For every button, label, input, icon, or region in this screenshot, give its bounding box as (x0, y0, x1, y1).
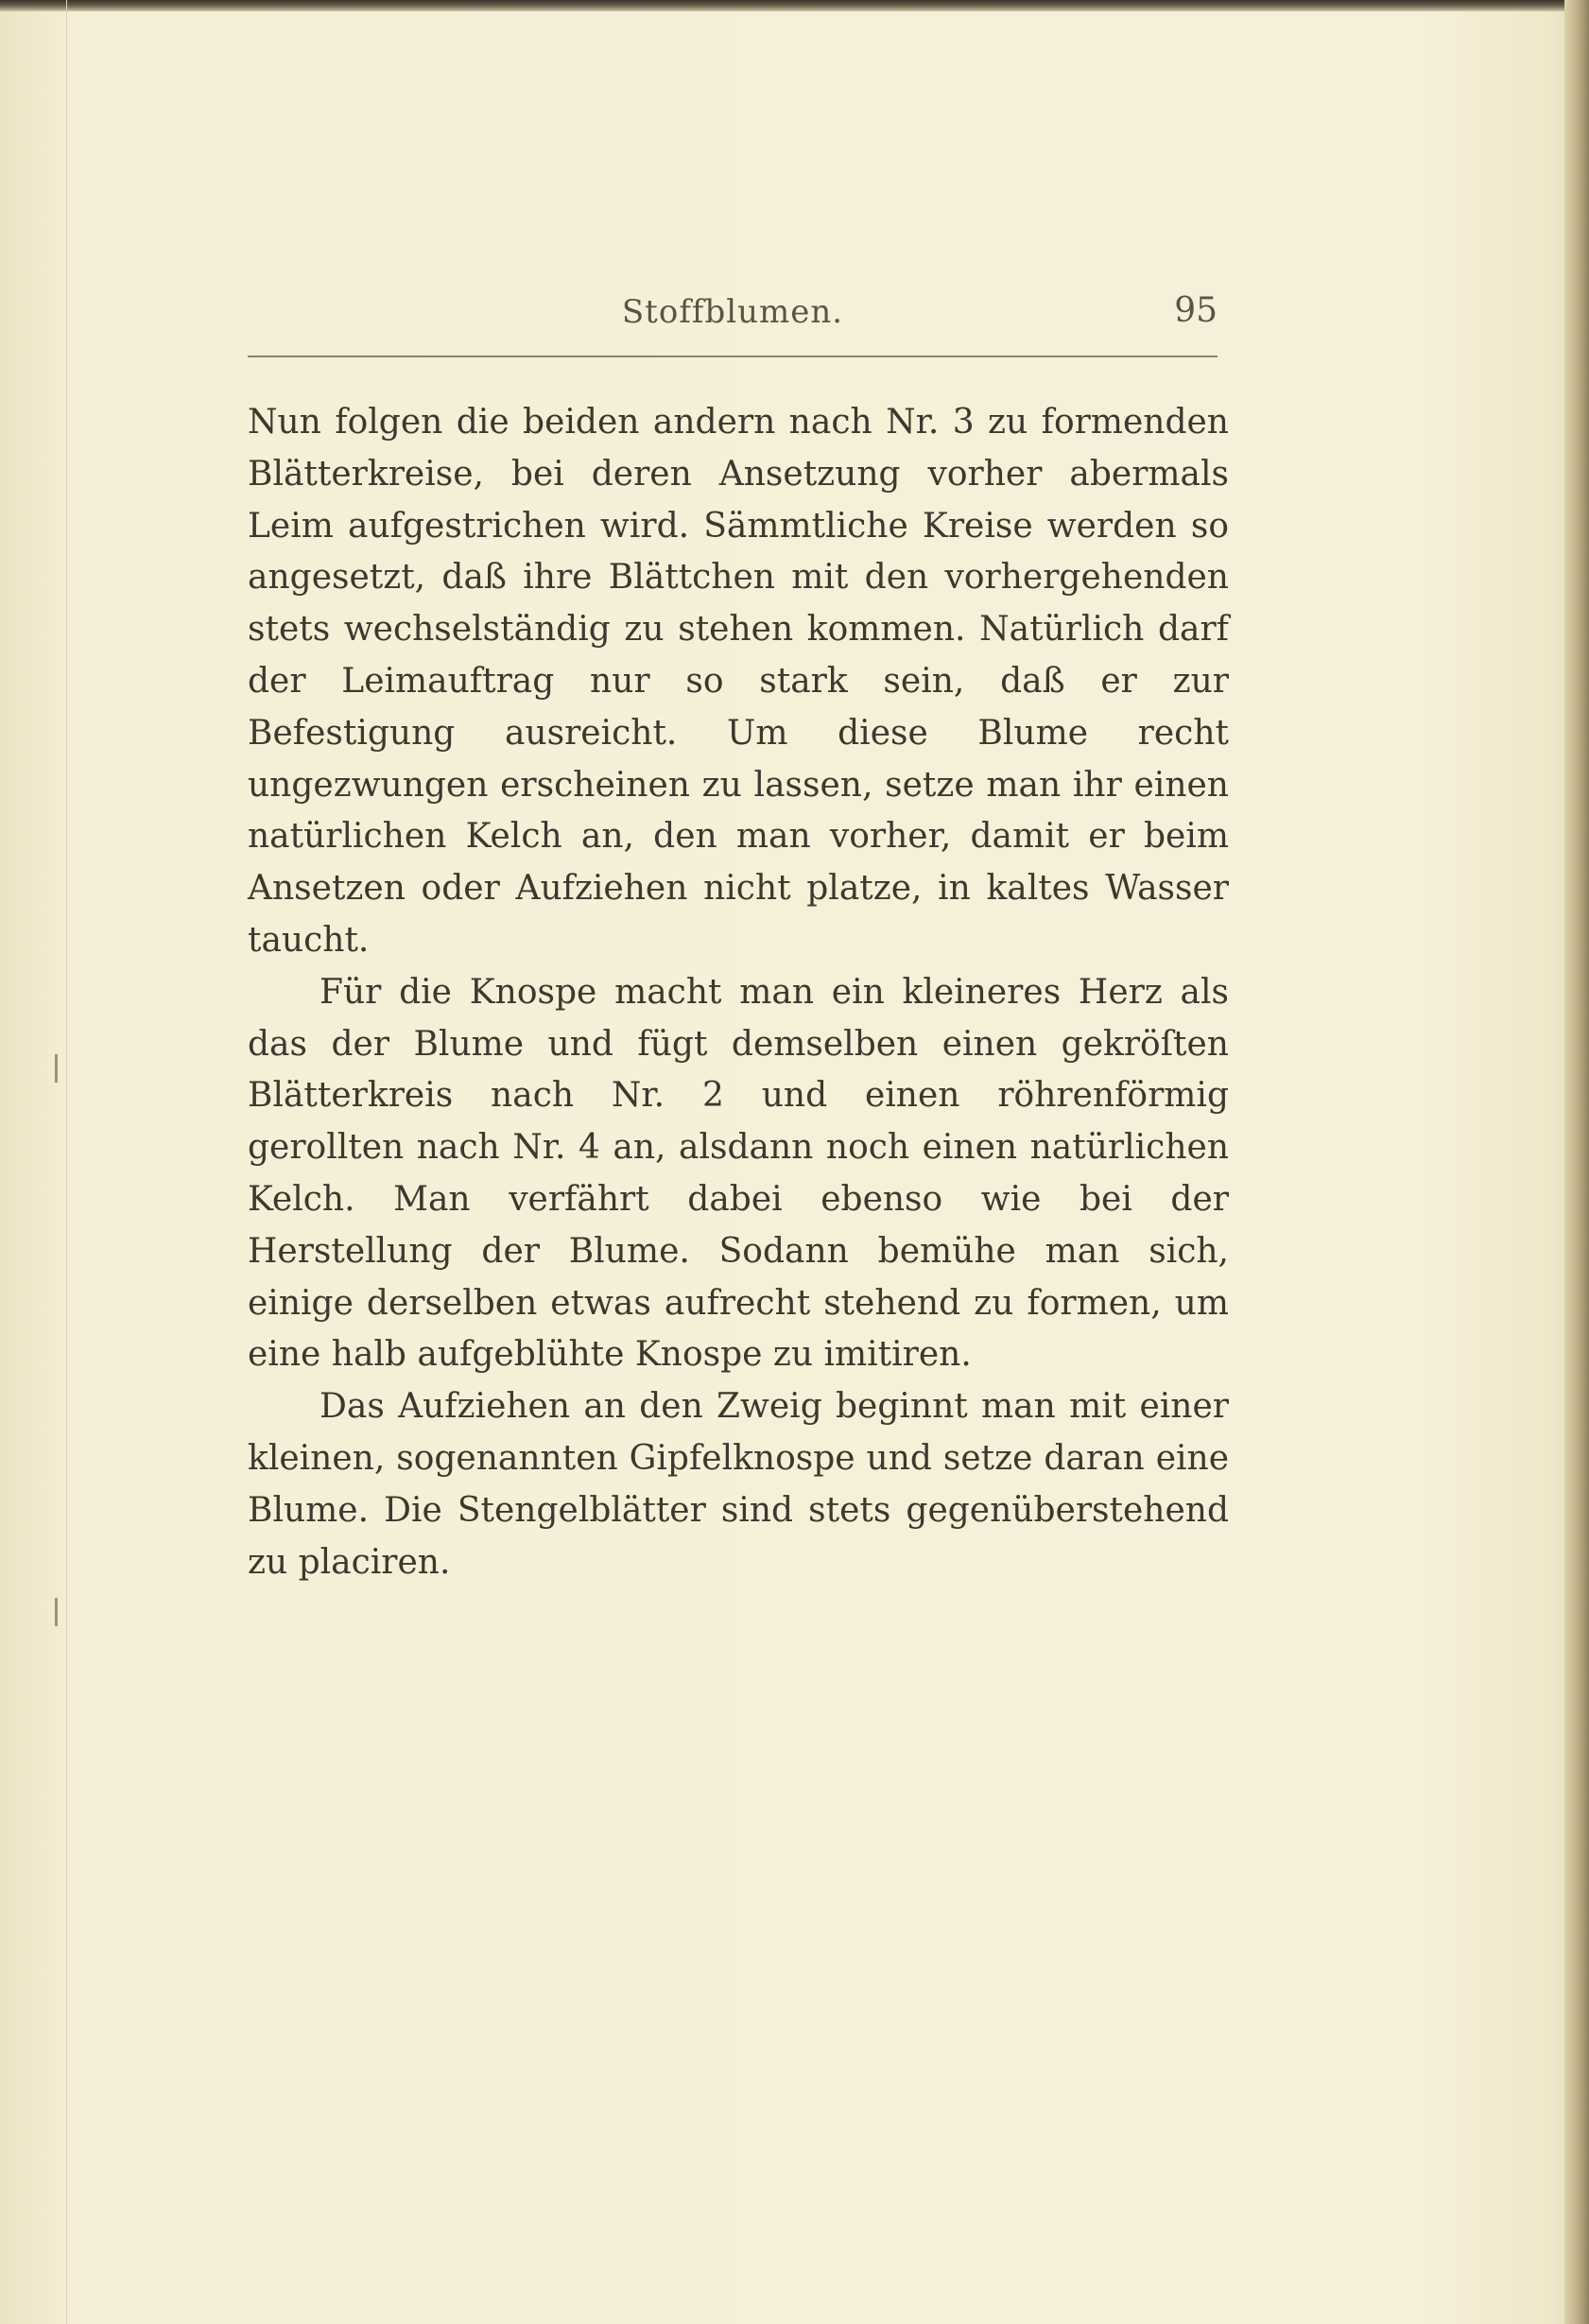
page-right-edge (1564, 0, 1589, 2324)
gutter-mark (55, 1598, 58, 1626)
running-title: Stoffblumen. (621, 293, 844, 331)
paragraph: Für die Knospe macht man ein kleineres Herz als das der Blume und fügt demselben einen gekröſten Blätterkreis nach Nr. 2 und einen röhrenförmig gerollten nach Nr. 4 an, alsdann noch einen natürlichen Kelch. Man verfährt dabei ebenso wie bei der Herstellung der Blume. Sodann bemühe man sich, einige derselben etwas aufrecht stehend zu formen, um eine halb aufgeblühte Knospe zu imitiren. (248, 972, 1229, 1375)
paragraph: Nun folgen die beiden andern nach Nr. 3 zu formenden Blätterkreise, bei deren Ansetzung vorher abermals Leim aufgestrichen wird. Sämmtliche Kreise werden so angesetzt, daß ihre Blättchen mit den vorhergehenden stets wechselständig zu stehen kommen. Natürlich darf der Leimauftrag nur so stark sein, daß er zur Befestigung ausreicht. Um diese Blume recht ungezwungen erscheinen zu lassen, setze man ihr einen natürlichen Kelch an, den man vorher, damit er beim Ansetzen oder Aufziehen nicht platze, in kaltes Wasser taucht. (248, 403, 1229, 960)
header-rule (248, 356, 1218, 357)
body-text (248, 397, 1229, 1588)
page-top-edge (0, 0, 1589, 11)
page-gutter (0, 0, 67, 2324)
page-number: 95 (1174, 291, 1218, 330)
paragraph: Das Aufziehen an den Zweig beginnt man mit einer kleinen, sogenannten Gipfelknospe und setze daran eine Blume. Die Stengelblätter sind stets gegenüberstehend zu placiren. (248, 1387, 1229, 1582)
gutter-mark (55, 1054, 58, 1083)
page-header (248, 284, 1218, 340)
